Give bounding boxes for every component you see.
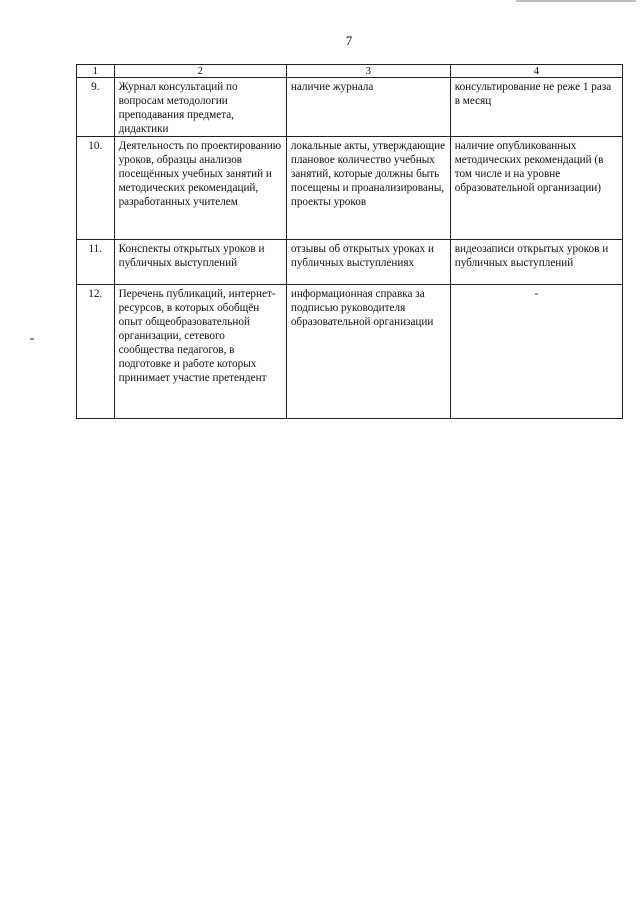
table-row [77, 240, 623, 285]
column-header-1: 1 [77, 65, 115, 78]
document-table [76, 64, 623, 419]
evidence-cell: наличие журнала [286, 78, 450, 137]
criterion-cell: - [450, 285, 622, 419]
row-number: 11. [77, 240, 115, 285]
table-row [77, 78, 623, 137]
row-number: 12. [77, 285, 115, 419]
page-number: 7 [345, 33, 353, 48]
document-name-cell: Конспекты открытых уроков и публичных выступлений [114, 240, 286, 285]
document-name-cell: Журнал консультаций по вопросам методологии преподавания предмета, дидактики [114, 78, 286, 137]
criterion-cell: наличие опубликованных методических рекомендаций (в том числе и на уровне образовательной организации) [450, 137, 622, 240]
criterion-cell: видеозаписи открытых уроков и публичных выступлений [450, 240, 622, 285]
table-row [77, 285, 623, 419]
evidence-cell: отзывы об открытых уроках и публичных выступлениях [286, 240, 450, 285]
scan-edge-mark [516, 0, 636, 2]
document-name-cell: Перечень публикаций, интернет-ресурсов, в которых обобщён опыт общеобразовательной организации, сетевого сообщества педагогов, в подготовке и работе которых принимает участие претендент [114, 285, 286, 419]
row-number: 9. [77, 78, 115, 137]
evidence-cell: локальные акты, утверждающие плановое количество учебных занятий, которые должны быть посещены и проанализированы, проекты уроков [286, 137, 450, 240]
criterion-cell: консультирование не реже 1 раза в месяц [450, 78, 622, 137]
column-header-2: 2 [114, 65, 286, 78]
evidence-cell: информационная справка за подписью руководителя образовательной организации [286, 285, 450, 419]
document-name-cell: Деятельность по проектированию уроков, образцы анализов посещённых учебных занятий и методических рекомендаций, разработанных учителем [114, 137, 286, 240]
table-row [77, 137, 623, 240]
scan-speck [30, 338, 34, 340]
column-header-3: 3 [286, 65, 450, 78]
row-number: 10. [77, 137, 115, 240]
column-header-4: 4 [450, 65, 622, 78]
table-header-row [77, 65, 623, 78]
